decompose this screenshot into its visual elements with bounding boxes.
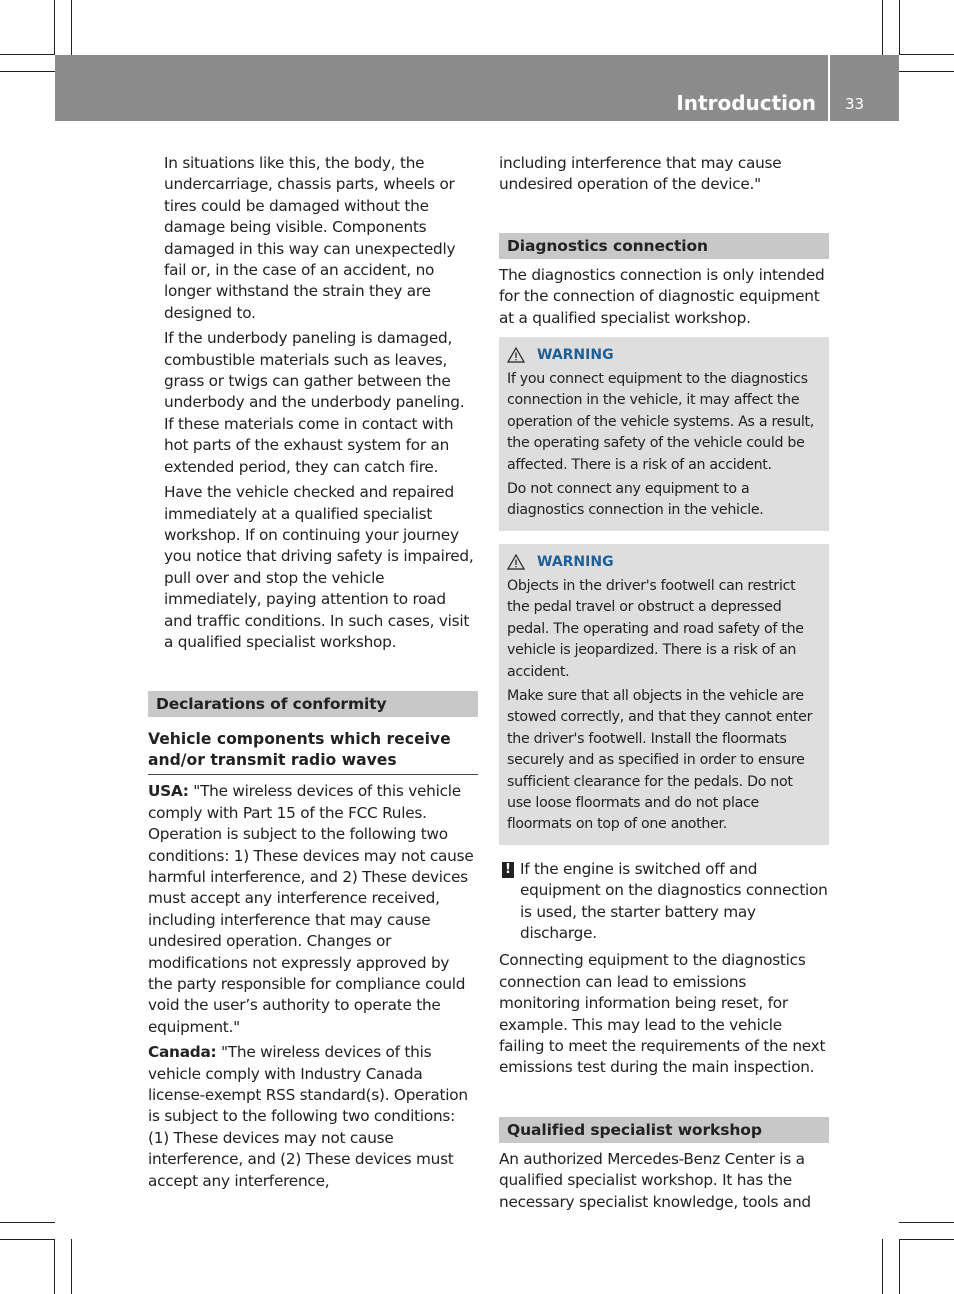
usa-label: USA: xyxy=(148,782,189,801)
crop-mark xyxy=(0,1239,55,1240)
usa-text: "The wireless devices of this vehicle comply with Part 15 of the FCC Rules. Operation is subject to the following two conditions: 1) These devices may not cause harmful interference, and 2) These devices must accept any interference received, including interference that may cause undesired operation. Changes or modifications not expressly approved by the party responsible for compliance could void the user’s authority to operate the equipment." xyxy=(148,782,474,1036)
paragraph: including interference that may cause undesired operation of the device." xyxy=(499,154,782,194)
crop-mark xyxy=(54,0,55,55)
warning-text: If you connect equipment to the diagnostics connection in the vehicle, it may affect the operation of the vehicle systems. As a result, the operating safety of the vehicle could be affected. There is a risk of an accident. xyxy=(507,371,815,473)
warning-triangle-icon xyxy=(507,554,525,570)
crop-mark xyxy=(0,71,55,72)
crop-mark xyxy=(882,0,883,55)
crop-mark xyxy=(0,54,55,55)
note xyxy=(499,859,829,945)
paragraph: Have the vehicle checked and repaired immediately at a qualified specialist workshop. If on continuing your journey you notice that driving safety is impaired, pull over and stop the vehicle immediately, paying attention to road and traffic conditions. In such cases, visit a qualified specialist workshop. xyxy=(164,483,474,651)
warning-triangle-icon xyxy=(507,347,525,363)
warning-label: WARNING xyxy=(537,553,614,570)
section-heading-workshop: Qualified specialist workshop xyxy=(499,1117,829,1143)
crop-mark xyxy=(899,1222,954,1223)
canada-label: Canada: xyxy=(148,1043,217,1062)
warning-text: Objects in the driver's footwell can restrict the pedal travel or obstruct a depressed pedal. The operating and road safety of the vehicle is jeopardized. There is a risk of an accident. xyxy=(507,577,804,680)
exclamation-icon: ! xyxy=(502,862,514,878)
section-heading-conformity: Declarations of conformity xyxy=(148,691,478,717)
crop-mark xyxy=(71,1239,72,1294)
paragraph: In situations like this, the body, the undercarriage, chassis parts, wheels or tires could be damaged without the damage being visible. Components damaged in this way can unexpectedly fail or, in the case of an accident, no longer withstand the strain they are designed to. xyxy=(164,154,456,322)
warning-text: Do not connect any equipment to a diagnostics connection in the vehicle. xyxy=(507,481,764,519)
canada-paragraph xyxy=(148,1042,478,1192)
warning-title xyxy=(507,552,821,572)
crop-mark xyxy=(54,1239,55,1294)
warning-box xyxy=(499,544,829,845)
paragraph: If the underbody paneling is damaged, combustible materials such as leaves, grass or twigs can gather between the underbody and the underbody paneling. If these materials come in contact with hot parts of the exhaust system for an extended period, they can catch fire. xyxy=(164,329,465,476)
crop-mark xyxy=(899,1239,954,1240)
right-column xyxy=(499,153,829,1217)
left-column xyxy=(148,153,478,1196)
crop-mark xyxy=(899,0,900,55)
warning-text: Make sure that all objects in the vehicle are stowed correctly, and that they cannot enter the driver's footwell. Install the floormats securely and as specified in order to ensure sufficient clearance for the pedals. Do not use loose floormats and do not place floormats on top of one another. xyxy=(507,687,813,833)
crop-mark xyxy=(899,1239,900,1294)
section-title: Introduction xyxy=(676,91,816,115)
paragraph: An authorized Mercedes-Benz Center is a qualified specialist workshop. It has the necessary specialist knowledge, tools and xyxy=(499,1149,811,1211)
warning-box xyxy=(499,337,829,531)
crop-mark xyxy=(71,0,72,55)
crop-mark xyxy=(882,1239,883,1294)
subheading-radio-waves: Vehicle components which receive and/or transmit radio waves xyxy=(148,729,478,775)
warning-title xyxy=(507,345,821,365)
crop-mark xyxy=(899,71,954,72)
crop-mark xyxy=(899,54,954,55)
note-text: If the engine is switched off and equipment on the diagnostics connection is used, the starter battery may discharge. xyxy=(520,859,828,942)
usa-paragraph xyxy=(148,781,478,1038)
paragraph: The diagnostics connection is only intended for the connection of diagnostic equipment at a qualified specialist workshop. xyxy=(499,265,825,327)
warning-label: WARNING xyxy=(537,347,614,364)
page-number: 33 xyxy=(844,95,865,113)
canada-text: "The wireless devices of this vehicle comply with Industry Canada license-exempt RSS standard(s). Operation is subject to the following two conditions: (1) These devices may not cause interference, and (2) These devices must accept any interference, xyxy=(148,1043,468,1190)
paragraph: Connecting equipment to the diagnostics connection can lead to emissions monitoring information being reset, for example. This may lead to the vehicle failing to meet the requirements of the next emissions test during the main inspection. xyxy=(499,951,826,1077)
section-heading-diagnostics: Diagnostics connection xyxy=(499,233,829,259)
crop-mark xyxy=(0,1222,55,1223)
